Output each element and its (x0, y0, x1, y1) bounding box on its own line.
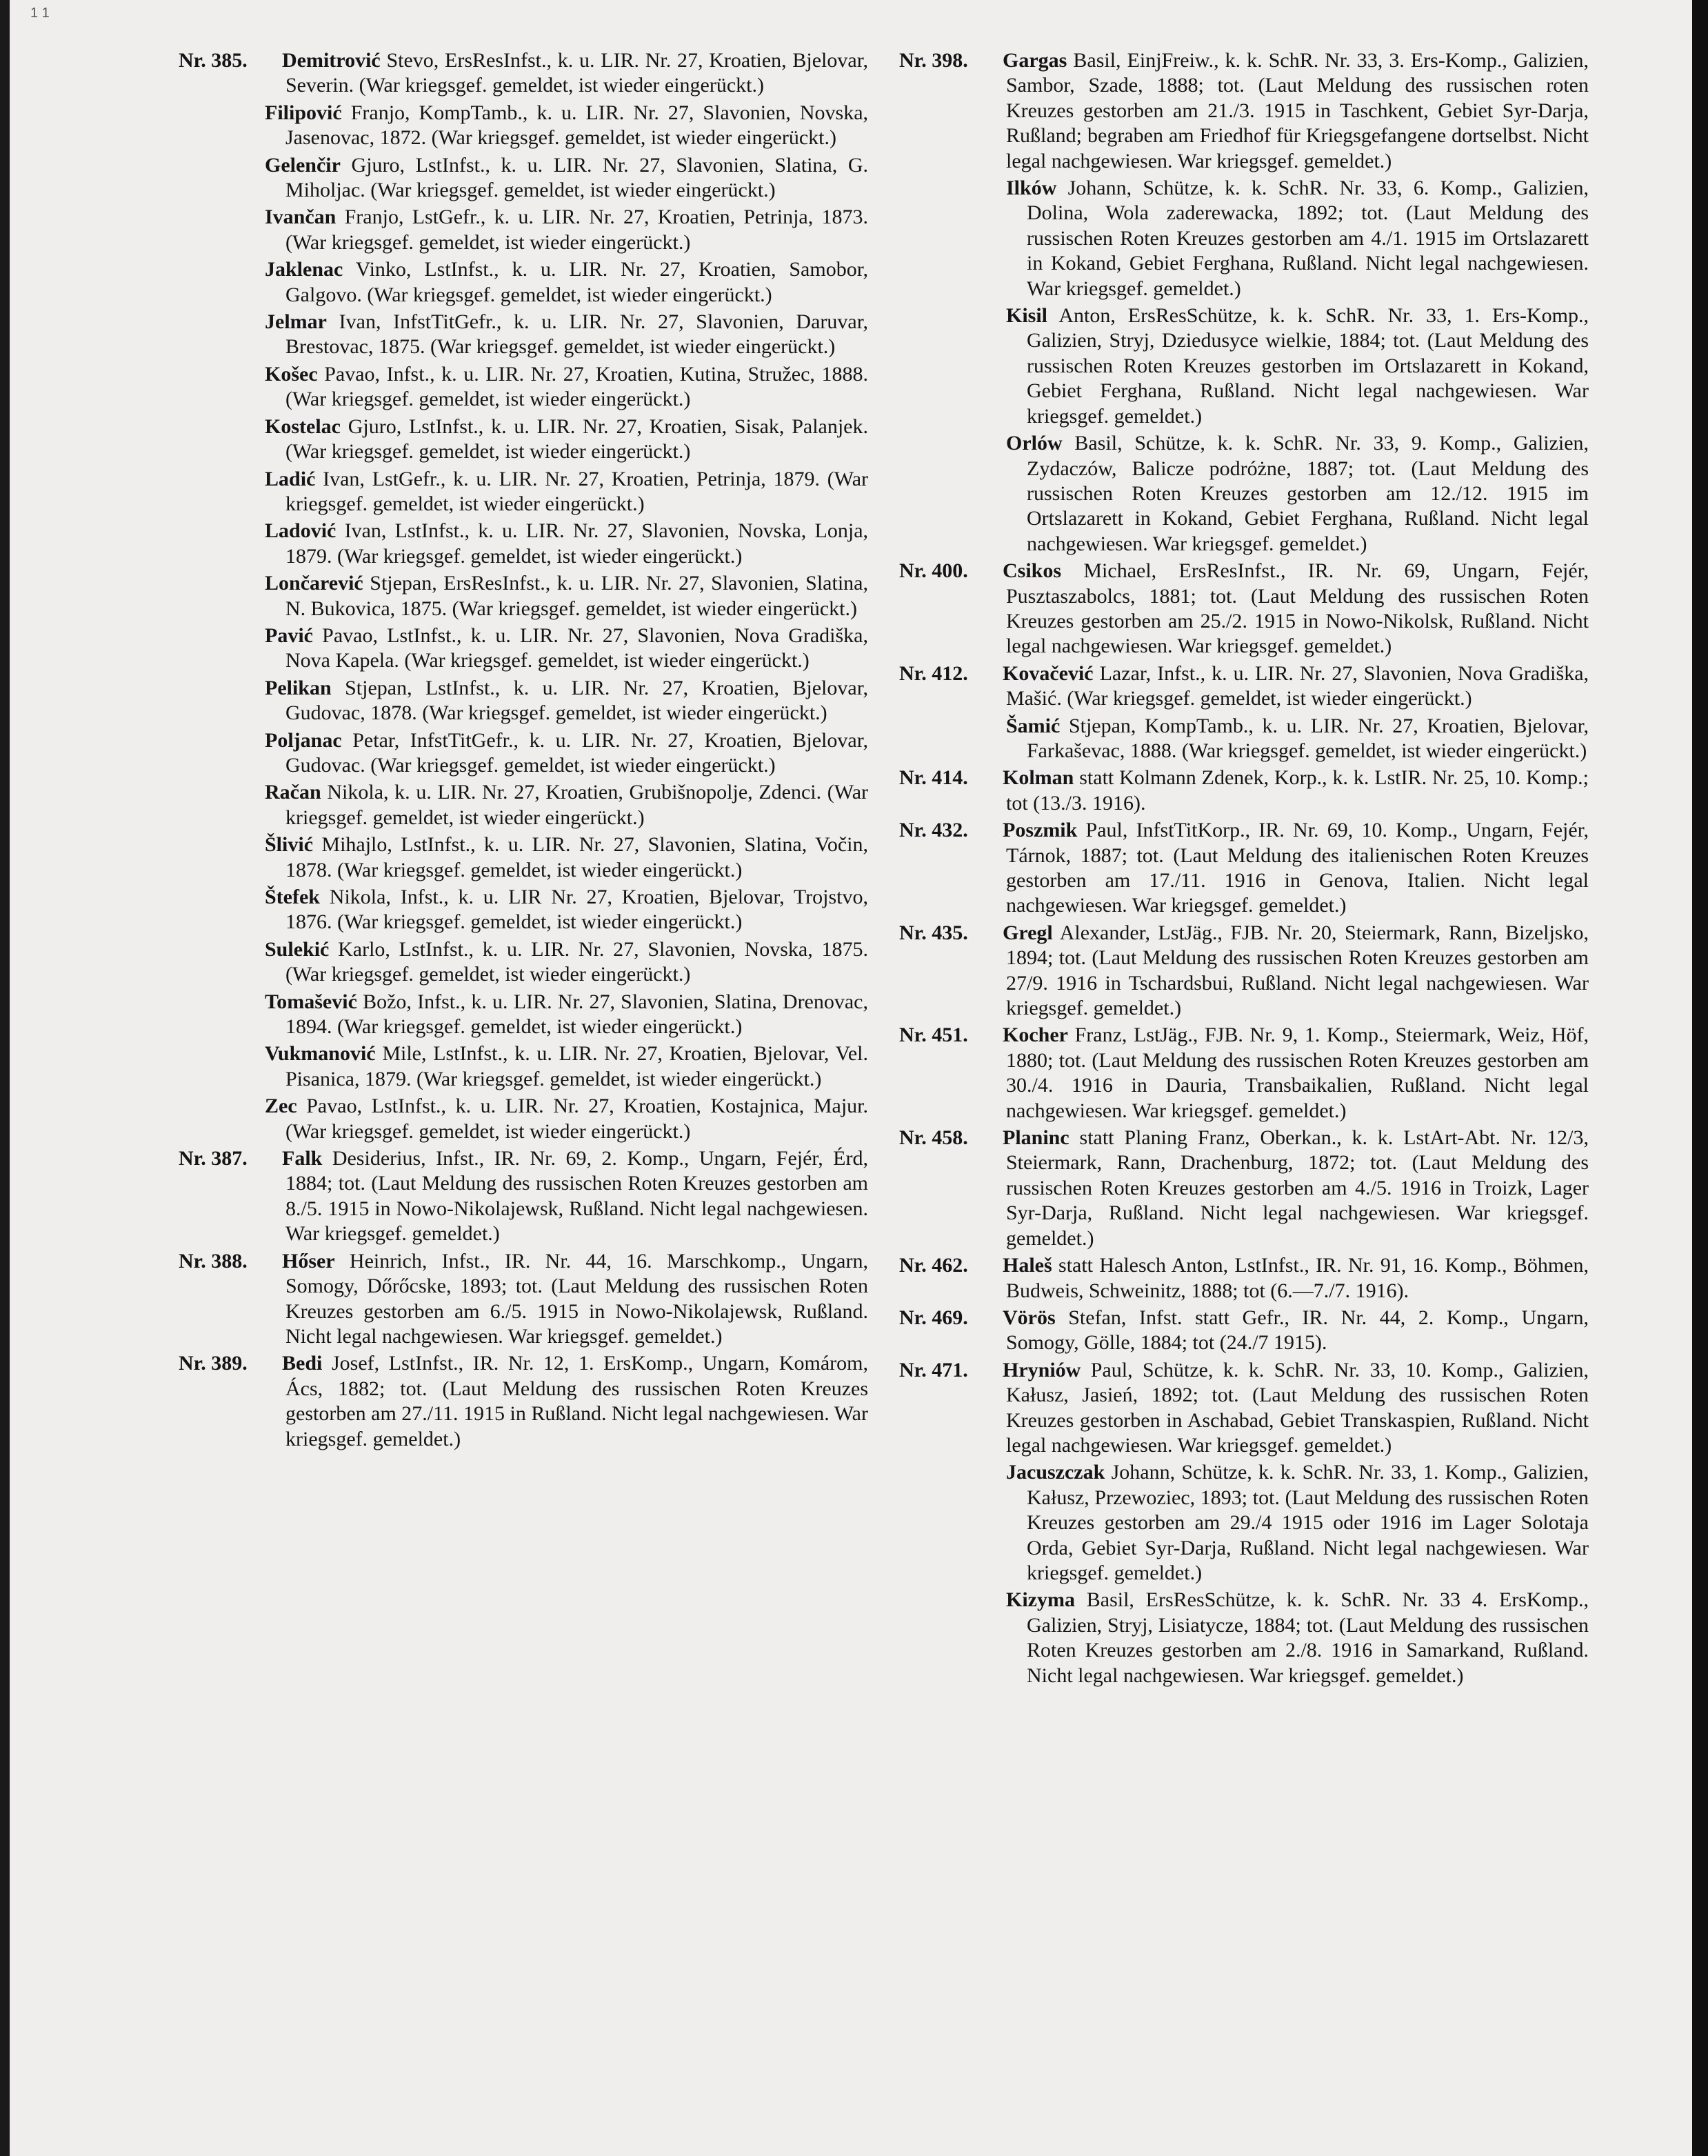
list-entry (179, 885, 868, 935)
entry-surname: Jelmar (265, 310, 327, 334)
entry-text: Vinko, LstInfst., k. u. LIR. Nr. 27, Kroatien, Samobor, Galgovo. (War kriegsgef. gemeldet, ist wieder eingerückt.) (285, 258, 868, 306)
list-entry (899, 1460, 1589, 1586)
entry-number: Nr. 414. (899, 766, 968, 790)
entry-surname: Poljanac (265, 728, 342, 752)
entry-surname: Hryniów (1003, 1358, 1081, 1381)
entry-surname: Gelenčir (265, 153, 341, 177)
entry-number: Nr. 388. (179, 1249, 248, 1272)
entry-text: Franz, LstJäg., FJB. Nr. 9, 1. Komp., Steiermark, Weiz, Höf, 1880; tot. (Laut Meldung des russischen Roten Kreuzes gestorben am 30./4. 1916 in Dauria, Transbaikalien, Rußland. Nicht legal nachgewiesen. War kriegsgef. gemeldet.) (1006, 1024, 1589, 1122)
entry-text: statt Planing Franz, Oberkan., k. k. LstArt-Abt. Nr. 12/3, Steiermark, Rann, Drachenburg, 1872; tot. (Laut Meldung des russischen Roten Kreuzes gestorben am 4./5. 1916 in Troizk, Lager Syr-Darja, Rußland. Nicht legal nachgewiesen. War kriegsgef. gemeldet.) (1006, 1126, 1589, 1250)
list-entry (899, 1358, 1589, 1459)
entry-surname: Ilków (1006, 177, 1057, 200)
list-entry (179, 257, 868, 308)
entry-surname: Bedi (282, 1352, 323, 1375)
entry-surname: Kocher (1003, 1024, 1068, 1047)
entry-text: Stefan, Infst. statt Gefr., IR. Nr. 44, 2. Komp., Ungarn, Somogy, Gölle, 1884; tot (24./7 1915). (1006, 1306, 1589, 1355)
entry-text: Pavao, LstInfst., k. u. LIR. Nr. 27, Slavonien, Nova Gradiška, Nova Kapela. (War kriegsgef. gemeldet, ist wieder eingerückt.) (285, 623, 869, 672)
entry-text: Božo, Infst., k. u. LIR. Nr. 27, Slavonien, Slatina, Drenovac, 1894. (War kriegsgef. gemeldet, ist wieder eingerückt.) (285, 990, 868, 1039)
entry-text: statt Halesch Anton, LstInfst., IR. Nr. 91, 16. Komp., Böhmen, Budweis, Schweinitz, 1888; tot (6.—7./7. 1916). (1006, 1254, 1589, 1302)
entry-surname: Kostelac (265, 415, 341, 438)
entry-surname: Vukmanović (265, 1042, 376, 1066)
entry-text: Paul, Schütze, k. k. SchR. Nr. 33, 10. Komp., Galizien, Kałusz, Jasień, 1892; tot. (Laut Meldung des russischen Roten Kreuzes gestorben in Aschabad, Gebiet Transkaspien, Rußland. Nicht legal nachgewiesen. War kriegsgef. gemeldet.) (1006, 1358, 1589, 1457)
entry-surname: Hőser (282, 1249, 335, 1272)
entry-surname: Tomašević (265, 990, 357, 1013)
entry-text: Johann, Schütze, k. k. SchR. Nr. 33, 6. Komp., Galizien, Dolina, Wola zaderewacka, 1892; tot. (Laut Meldung des russischen Roten Kreuzes gestorben am 4./1. 1915 im Ortslazarett in Kokand, Gebiet Ferghana, Rußland. Nicht legal nachgewiesen. War kriegsgef. gemeldet.) (1027, 177, 1589, 300)
entry-text: Stjepan, LstInfst., k. u. LIR. Nr. 27, Kroatien, Bjelovar, Gudovac, 1878. (War kriegsgef. gemeldet, ist wieder eingerückt.) (285, 676, 868, 725)
entry-text: Johann, Schütze, k. k. SchR. Nr. 33, 1. Komp., Galizien, Kałusz, Przewoziec, 1893; tot. (Laut Meldung des russischen Roten Kreuzes gestorben am 29./4 1915 oder 1916 im Lager Solotaja Orda, Gebiet Syr-Darja, Rußland. Nicht legal nachgewiesen. War kriegsgef. gemeldet.) (1027, 1461, 1589, 1584)
list-entry (179, 519, 868, 569)
entry-text: Gjuro, LstInfst., k. u. LIR. Nr. 27, Kroatien, Sisak, Palanjek. (War kriegsgef. gemeldet, ist wieder eingerückt.) (285, 415, 868, 463)
list-entry (179, 1351, 868, 1452)
entry-surname: Ivančan (265, 206, 336, 229)
entry-text: Pavao, LstInfst., k. u. LIR. Nr. 27, Kroatien, Kostajnica, Majur. (War kriegsgef. gemeldet, ist wieder eingerückt.) (285, 1095, 869, 1143)
entry-text: Nikola, k. u. LIR. Nr. 27, Kroatien, Grubišnopolje, Zdenci. (War kriegsgef. gemeldet, ist wieder eingerückt.) (285, 781, 869, 829)
entry-text: Desiderius, Infst., IR. Nr. 69, 2. Komp., Ungarn, Fejér, Érd, 1884; tot. (Laut Meldung des russischen Roten Kreuzes gestorben am 8./5. 1915 in Nowo-Nikolajewsk, Rußland. Nicht legal nachgewiesen. War kriegsgef. gemeldet.) (285, 1147, 868, 1246)
entry-text: Michael, ErsResInfst., IR. Nr. 69, Ungarn, Fejér, Pusztaszabolcs, 1881; tot. (Laut Meldung des russischen Roten Kreuzes gestorben am 25./2. 1915 in Nowo-Nikolsk, Rußland. Nicht legal nachgewiesen. War kriegsgef. gemeldet.) (1006, 559, 1589, 658)
list-entry (179, 1249, 868, 1350)
entry-surname: Jacuszczak (1006, 1461, 1105, 1484)
entry-number: Nr. 385. (179, 49, 248, 72)
entry-number: Nr. 387. (179, 1147, 248, 1170)
entry-surname: Pavić (265, 623, 313, 647)
list-entry (899, 1253, 1589, 1304)
list-entry (899, 431, 1589, 557)
entry-number: Nr. 412. (899, 661, 968, 685)
entry-surname: Demitrović (282, 49, 381, 72)
entry-surname: Košec (265, 362, 318, 386)
entry-surname: Csikos (1003, 559, 1062, 583)
entry-text: Ivan, LstGefr., k. u. LIR. Nr. 27, Kroatien, Petrinja, 1879. (War kriegsgef. gemeldet, ist wieder eingerückt.) (285, 467, 868, 515)
entry-surname: Gargas (1003, 49, 1067, 72)
entry-number: Nr. 389. (179, 1352, 248, 1375)
entry-text: Gjuro, LstInfst., k. u. LIR. Nr. 27, Slavonien, Slatina, G. Miholjac. (War kriegsgef. gemeldet, ist wieder eingerückt.) (285, 153, 868, 202)
entry-text: Stevo, ErsResInfst., k. u. LIR. Nr. 27, Kroatien, Bjelovar, Severin. (War kriegsgef. gemeldet, ist wieder eingerückt.) (285, 49, 868, 97)
list-entry (179, 467, 868, 517)
entry-text: Heinrich, Infst., IR. Nr. 44, 16. Marschkomp., Ungarn, Somogy, Dőrőcske, 1893; tot. (Laut Meldung des russischen Roten Kreuzes gestorben am 6./5. 1915 in Nowo-Nikolajewsk, Rußland. Nicht legal nachgewiesen. War kriegsgef. gemeldet.) (285, 1249, 868, 1348)
entry-number: Nr. 432. (899, 819, 968, 842)
entry-text: Ivan, InfstTitGefr., k. u. LIR. Nr. 27, Slavonien, Daruvar, Brestovac, 1875. (War kriegsgef. gemeldet, ist wieder eingerückt.) (285, 310, 869, 359)
list-entry (899, 176, 1589, 301)
list-entry (179, 362, 868, 412)
list-entry (899, 766, 1589, 816)
entry-text: Petar, InfstTitGefr., k. u. LIR. Nr. 27, Kroatien, Bjelovar, Gudovac. (War kriegsgef. gemeldet, ist wieder eingerückt.) (285, 728, 869, 777)
entry-surname: Kolman (1003, 766, 1074, 790)
entry-surname: Šamić (1006, 714, 1061, 737)
entry-text: Karlo, LstInfst., k. u. LIR. Nr. 27, Slavonien, Novska, 1875. (War kriegsgef. gemeldet, ist wieder eingerückt.) (285, 937, 868, 986)
entry-text: Mile, LstInfst., k. u. LIR. Nr. 27, Kroatien, Bjelovar, Vel. Pisanica, 1879. (War kriegsgef. gemeldet, ist wieder eingerückt.) (285, 1042, 868, 1090)
list-entry (179, 676, 868, 726)
entry-surname: Jaklenac (265, 258, 343, 281)
entry-number: Nr. 398. (899, 49, 968, 72)
entry-text: Basil, EinjFreiw., k. k. SchR. Nr. 33, 3. Ers-Komp., Galizien, Sambor, Szade, 1888; tot. (Laut Meldung des russischen roten Kreuzes gestorben am 21./3. 1915 in Taschkent, Gebiet Syr-Darja, Rußland; begraben am Friedhof für Kriegsgefangene dortselbst. Nicht legal nachgewiesen. War kriegsgef. gemeldet.) (1006, 49, 1589, 172)
list-entry (899, 48, 1589, 174)
list-entry (179, 571, 868, 621)
entry-text: statt Kolmann Zdenek, Korp., k. k. LstIR. Nr. 25, 10. Komp.; tot (13./3. 1916). (1006, 766, 1589, 815)
entry-surname: Kisil (1006, 304, 1048, 328)
entry-surname: Zec (265, 1095, 297, 1118)
entry-text: Basil, ErsResSchütze, k. k. SchR. Nr. 33 4. ErsKomp., Galizien, Stryj, Lisiatycze, 1884; tot. (Laut Meldung des russischen Roten Kreuzes gestorben am 2./8. 1916 in Samarkand, Rußland. Nicht legal nachgewiesen. War kriegsgef. gemeldet.) (1027, 1588, 1589, 1687)
list-entry (899, 1023, 1589, 1124)
list-entry (179, 48, 868, 99)
list-entry (899, 1126, 1589, 1251)
document-page (10, 0, 1692, 2156)
entry-number: Nr. 458. (899, 1126, 968, 1150)
entry-text: Franjo, KompTamb., k. u. LIR. Nr. 27, Slavonien, Novska, Jasenovac, 1872. (War kriegsgef. gemeldet, ist wieder eingerückt.) (285, 101, 869, 150)
entry-surname: Štefek (265, 886, 320, 908)
list-entry (899, 714, 1589, 764)
scan-edge-left (0, 0, 10, 2156)
list-entry (179, 310, 868, 360)
entry-surname: Ladić (265, 467, 316, 490)
list-entry (899, 303, 1589, 429)
list-entry (899, 1306, 1589, 1356)
entry-surname: Filipović (265, 101, 342, 124)
entry-text: Josef, LstInfst., IR. Nr. 12, 1. ErsKomp., Ungarn, Komárom, Ács, 1882; tot. (Laut Meldung des russischen Roten Kreuzes gestorben am 27./11. 1915 in Rußland. Nicht legal nachgewiesen. War kriegsgef. gemeldet.) (285, 1352, 868, 1450)
entry-number: Nr. 471. (899, 1358, 968, 1381)
entry-text: Ivan, LstInfst., k. u. LIR. Nr. 27, Slavonien, Novska, Lonja, 1879. (War kriegsgef. gemeldet, ist wieder eingerückt.) (285, 519, 869, 568)
list-entry (899, 921, 1589, 1021)
right-column (899, 48, 1589, 1690)
entry-text: Nikola, Infst., k. u. LIR Nr. 27, Kroatien, Bjelovar, Trojstvo, 1876. (War kriegsgef. gemeldet, ist wieder eingerückt.) (285, 886, 868, 934)
entry-surname: Vörös (1003, 1306, 1056, 1329)
entry-surname: Šlivić (265, 833, 314, 857)
entry-surname: Gregl (1003, 921, 1053, 944)
scan-edge-right (1692, 0, 1708, 2156)
entry-surname: Kovačević (1003, 661, 1094, 685)
entry-text: Stjepan, ErsResInfst., k. u. LIR. Nr. 27, Slavonien, Slatina, N. Bukovica, 1875. (War kriegsgef. gemeldet, ist wieder eingerückt.) (285, 572, 868, 620)
entry-text: Anton, ErsResSchütze, k. k. SchR. Nr. 33, 1. Ers-Komp., Galizien, Stryj, Dziedusyce wielkie, 1884; tot. (Laut Meldung des russischen Roten Kreuzes gestorben im Ortslazarett in Kokand, Gebiet Ferghana, Rußland. Nicht legal nachgewiesen. War kriegsgef. gemeldet.) (1027, 304, 1589, 428)
entry-surname: Račan (265, 781, 321, 804)
entry-surname: Planinc (1003, 1126, 1069, 1150)
list-entry (899, 559, 1589, 659)
list-entry (899, 1588, 1589, 1688)
entry-number: Nr. 400. (899, 559, 968, 583)
entry-surname: Ladović (265, 519, 336, 543)
entry-surname: Haleš (1003, 1254, 1052, 1277)
left-column (179, 48, 868, 1454)
list-entry (179, 623, 868, 674)
entry-text: Franjo, LstGefr., k. u. LIR. Nr. 27, Kroatien, Petrinja, 1873. (War kriegsgef. gemeldet, ist wieder eingerückt.) (285, 206, 869, 254)
entry-surname: Sulekić (265, 937, 330, 961)
entry-text: Alexander, LstJäg., FJB. Nr. 20, Steiermark, Rann, Bizeljsko, 1894; tot. (Laut Meldung des russischen Roten Kreuzes gestorben am 27/9. 1916 in Tschardsbui, Rußland. Nicht legal nachgewiesen. War kriegsgef. gemeldet.) (1006, 921, 1589, 1020)
entry-surname: Kizyma (1006, 1588, 1075, 1612)
entry-surname: Poszmik (1003, 819, 1078, 842)
entry-number: Nr. 462. (899, 1254, 968, 1277)
entry-surname: Pelikan (265, 676, 332, 699)
list-entry (179, 937, 868, 988)
entry-text: Stjepan, KompTamb., k. u. LIR. Nr. 27, Kroatien, Bjelovar, Farkaševac, 1888. (War kriegsgef. gemeldet, ist wieder eingerückt.) (1027, 714, 1589, 762)
entry-surname: Orlów (1006, 432, 1063, 455)
entry-text: Mihajlo, LstInfst., k. u. LIR. Nr. 27, Slavonien, Slatina, Vočin, 1878. (War kriegsgef. gemeldet, ist wieder eingerückt.) (285, 833, 869, 881)
list-entry (179, 728, 868, 779)
list-entry (179, 832, 868, 883)
entry-text: Lazar, Infst., k. u. LIR. Nr. 27, Slavonien, Nova Gradiška, Mašić. (War kriegsgef. gemeldet, ist wieder eingerückt.) (1006, 661, 1589, 710)
list-entry (179, 415, 868, 465)
entry-text: Paul, InfstTitKorp., IR. Nr. 69, 10. Komp., Ungarn, Fejér, Tárnok, 1887; tot. (Laut Meldung des italienischen Roten Kreuzes gestorben am 17./11. 1916 in Genova, Italien. Nicht legal nachgewiesen. War kriegsgef. gemeldet.) (1006, 819, 1589, 917)
list-entry (179, 1041, 868, 1092)
entry-number: Nr. 435. (899, 921, 968, 944)
list-entry (899, 818, 1589, 919)
page-marker: 1 1 (30, 6, 50, 21)
entry-surname: Falk (282, 1147, 323, 1170)
entry-surname: Lončarević (265, 572, 363, 595)
entry-number: Nr. 469. (899, 1306, 968, 1329)
entry-text: Pavao, Infst., k. u. LIR. Nr. 27, Kroatien, Kutina, Stružec, 1888. (War kriegsgef. gemeldet, ist wieder eingerückt.) (285, 362, 868, 411)
list-entry (179, 205, 868, 255)
list-entry (179, 780, 868, 830)
list-entry (179, 1094, 868, 1144)
list-entry (179, 153, 868, 203)
list-entry (179, 101, 868, 151)
list-entry (179, 1146, 868, 1247)
entry-text: Basil, Schütze, k. k. SchR. Nr. 33, 9. Komp., Galizien, Zydaczów, Balicze podróżne, 1887; tot. (Laut Meldung des russischen Roten Kreuzes gestorben am 12./12. 1915 im Ortslazarett in Kokand, Gebiet Ferghana, Rußland. Nicht legal nachgewiesen. War kriegsgef. gemeldet.) (1027, 432, 1589, 555)
list-entry (899, 661, 1589, 712)
entry-number: Nr. 451. (899, 1024, 968, 1047)
list-entry (179, 990, 868, 1040)
